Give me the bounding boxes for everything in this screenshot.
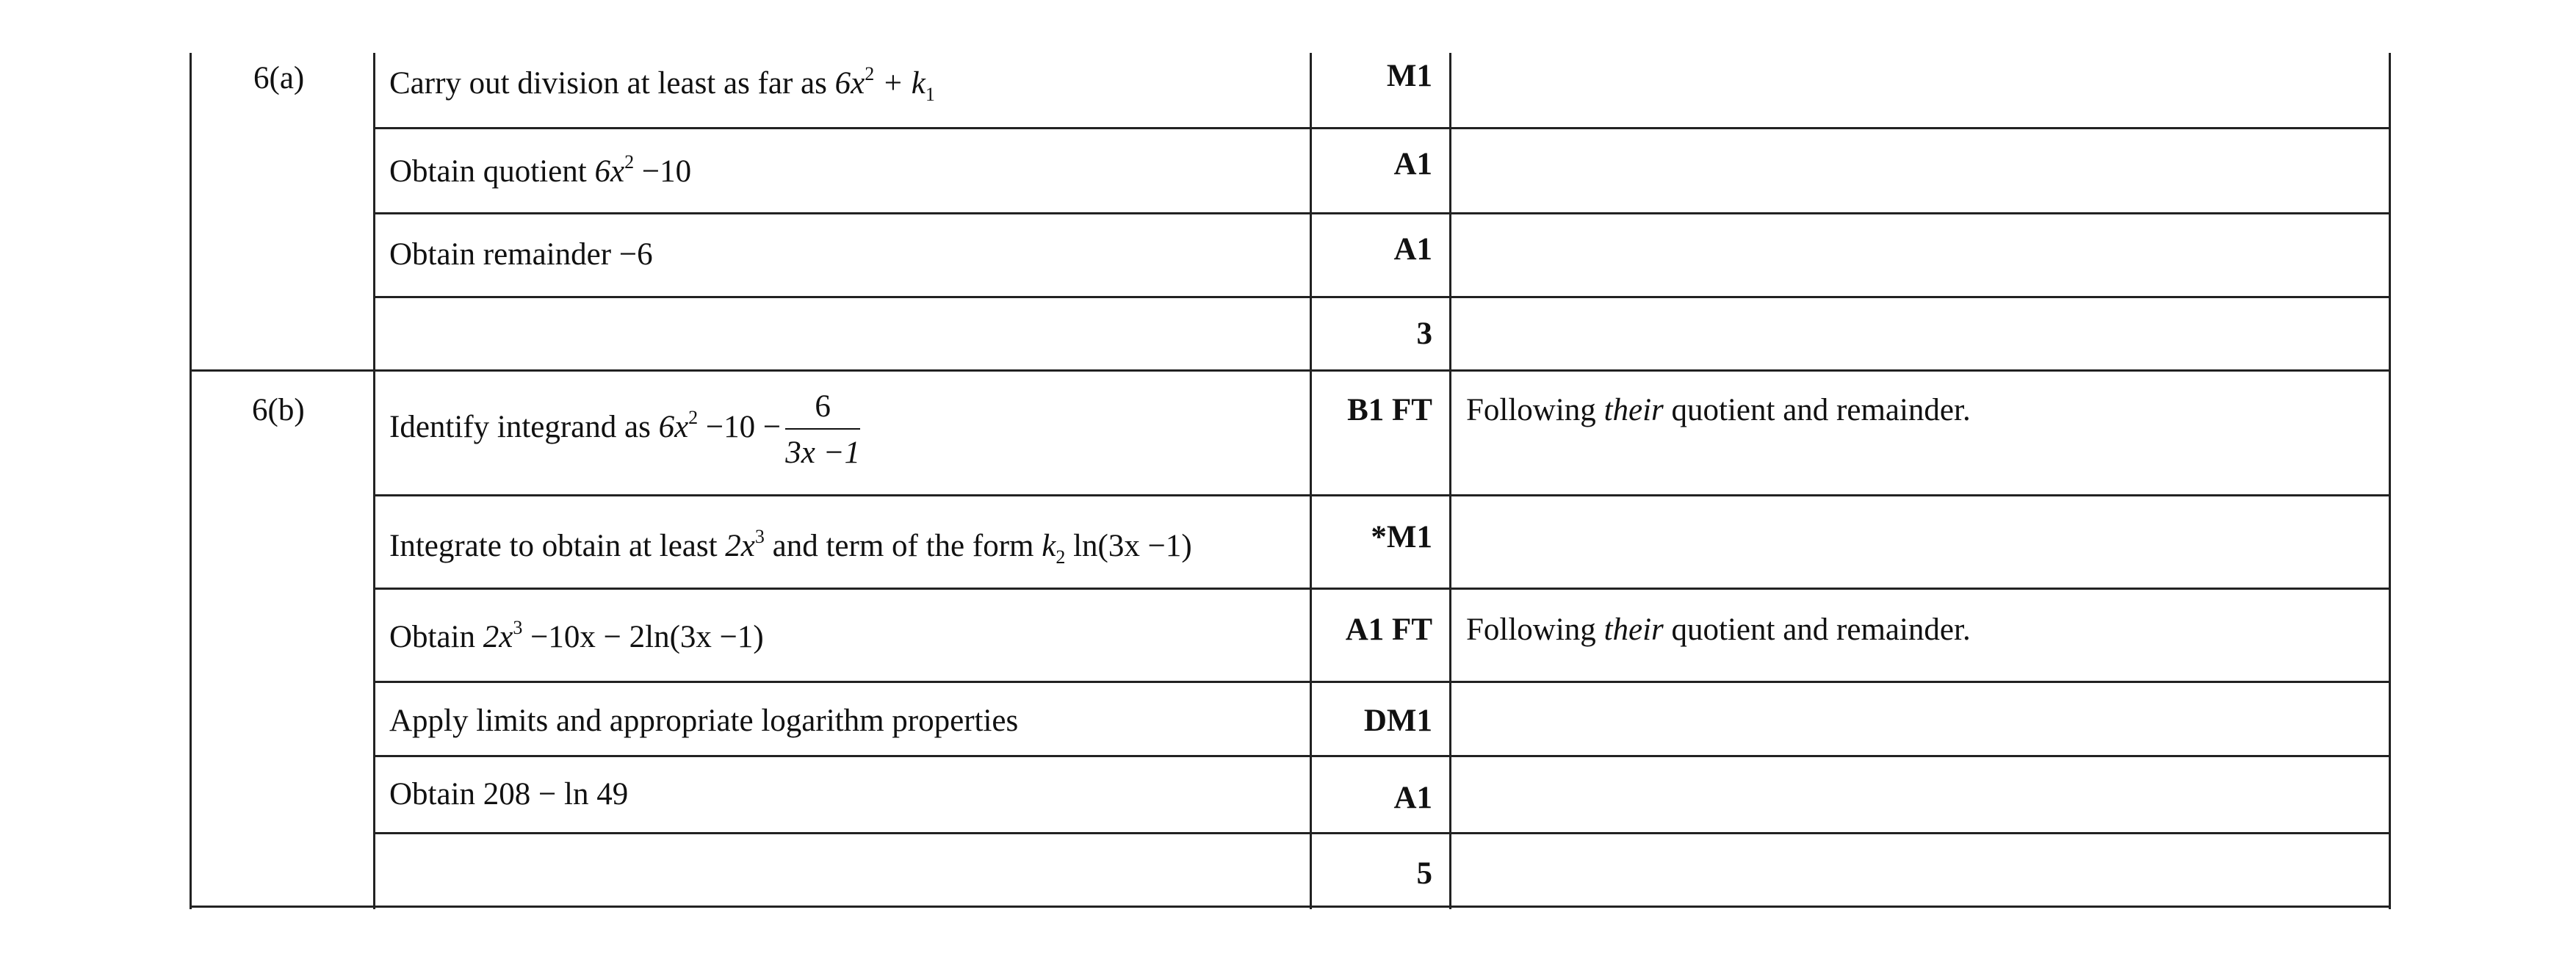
mark-cell: A1	[1393, 781, 1432, 815]
row-divider	[373, 296, 2391, 298]
answer-text: Integrate to obtain at least	[389, 529, 726, 563]
guidance-text: quotient and remainder.	[1663, 393, 1971, 427]
answer-text: Obtain	[389, 777, 483, 812]
mark-cell: *M1	[1371, 520, 1432, 554]
row-divider	[373, 755, 2391, 757]
question-label-6a: 6(a)	[253, 61, 305, 95]
guidance-emphasis: their	[1603, 393, 1664, 427]
guidance-cell	[1466, 394, 1971, 426]
answer-math: 6x	[594, 154, 625, 189]
mark-cell: A1 FT	[1345, 612, 1432, 647]
column-divider-answer	[1310, 53, 1312, 909]
fraction-numerator: 6	[785, 391, 860, 430]
answer-cell	[389, 63, 935, 105]
answer-text: Carry out division at least as far as	[389, 66, 835, 101]
answer-text: Obtain quotient	[389, 154, 595, 189]
answer-superscript: 3	[754, 526, 765, 547]
mark-cell: B1 FT	[1347, 393, 1432, 427]
answer-math: k	[1042, 529, 1056, 563]
mark-cell: DM1	[1363, 704, 1432, 738]
guidance-cell	[1466, 614, 1971, 646]
row-divider	[373, 127, 2391, 129]
answer-math: 6x	[834, 66, 865, 101]
answer-subscript: 1	[925, 84, 935, 105]
answer-superscript: 2	[865, 63, 875, 84]
fraction	[785, 391, 860, 469]
answer-tail: −6	[618, 237, 653, 272]
question-label-6b: 6(b)	[252, 393, 305, 427]
row-divider	[373, 494, 2391, 496]
answer-mid: and term of the form	[764, 529, 1042, 563]
answer-cell	[389, 239, 653, 270]
answer-text: Obtain	[389, 620, 483, 654]
answer-cell	[389, 526, 1192, 568]
table-right-border	[2389, 53, 2391, 909]
answer-text: Apply limits and appropriate logarithm properties	[389, 704, 1019, 738]
answer-cell	[389, 705, 1018, 737]
answer-tail: 208 − ln 49	[483, 777, 629, 812]
mark-cell: A1	[1393, 147, 1432, 181]
answer-tail: ln(3x −1)	[1065, 529, 1192, 563]
answer-text: Identify integrand as	[389, 409, 659, 444]
table-left-border	[190, 53, 192, 909]
row-divider	[373, 832, 2391, 834]
answer-cell	[389, 778, 628, 810]
mark-cell: M1	[1386, 59, 1432, 93]
part-divider	[190, 369, 2391, 372]
guidance-text: Following	[1466, 393, 1604, 427]
guidance-emphasis: their	[1603, 612, 1664, 647]
answer-cell	[389, 391, 860, 469]
answer-math: 2x	[483, 620, 513, 654]
guidance-text: quotient and remainder.	[1663, 612, 1971, 647]
row-divider	[373, 681, 2391, 683]
answer-tail: −10 −	[698, 409, 782, 444]
fraction-denominator: 3x −1	[785, 435, 861, 470]
answer-tail: −10x − 2ln(3x −1)	[522, 620, 764, 654]
answer-math: 2x	[725, 529, 755, 563]
answer-superscript: 2	[624, 151, 635, 173]
answer-superscript: 3	[513, 617, 523, 638]
answer-tail: −10	[634, 154, 692, 189]
guidance-text: Following	[1466, 612, 1604, 647]
mark-cell: A1	[1393, 232, 1432, 267]
answer-text: Obtain remainder	[389, 237, 619, 272]
column-divider-question	[373, 53, 375, 909]
answer-subscript: 2	[1056, 546, 1066, 568]
row-divider	[373, 588, 2391, 590]
answer-math: + k	[874, 66, 926, 101]
answer-cell	[389, 617, 764, 654]
column-divider-marks	[1449, 53, 1451, 909]
table-bottom-border	[190, 906, 2391, 908]
answer-superscript: 2	[688, 406, 699, 428]
row-divider	[373, 212, 2391, 214]
answer-math: 6x	[658, 409, 689, 444]
mark-total: 3	[1416, 317, 1432, 351]
mark-total: 5	[1416, 856, 1432, 891]
answer-cell	[389, 151, 692, 189]
